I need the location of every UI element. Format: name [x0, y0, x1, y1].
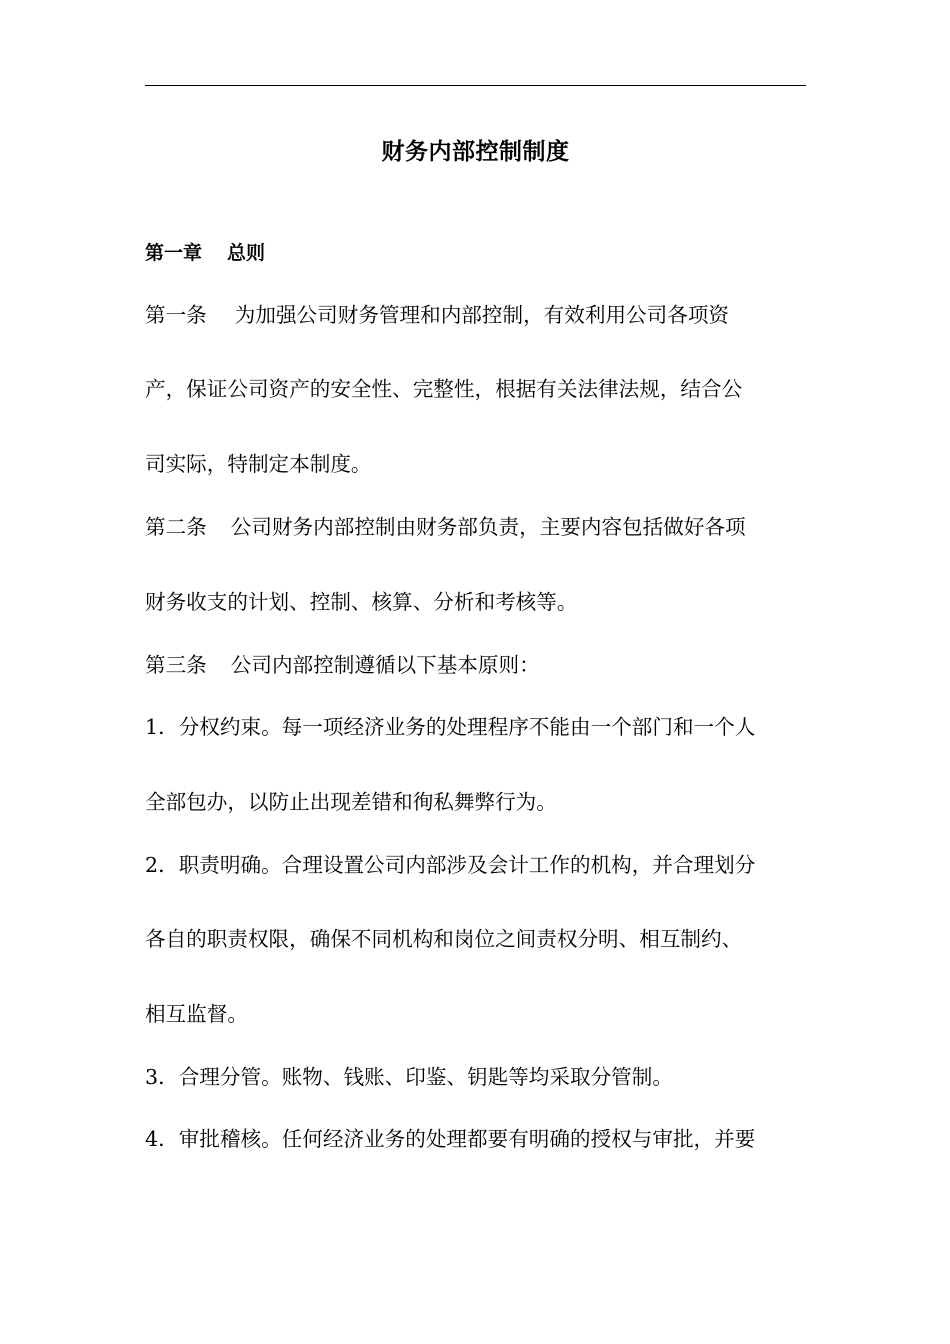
chapter-name: 总则 — [227, 242, 266, 264]
article-3-line-1 — [145, 647, 810, 683]
article-2-line-2: 财务收支的计划、控制、核算、分析和考核等。 — [145, 590, 578, 614]
article-2-label: 第二条 — [145, 515, 207, 539]
article-3-text: 公司内部控制遵循以下基本原则： — [230, 653, 540, 677]
article-2-text: 公司财务内部控制由财务部负责，主要内容包括做好各项 — [230, 515, 746, 539]
article-1-line-1 — [145, 297, 810, 333]
article-1-line-3: 司实际，特制定本制度。 — [145, 452, 372, 476]
article-3-label: 第三条 — [145, 653, 207, 677]
article-1-label: 第一条 — [145, 303, 207, 327]
principle-2-line-1: 2．职责明确。合理设置公司内部涉及会计工作的机构，并合理划分 — [145, 853, 756, 877]
article-2-line-1 — [145, 509, 810, 545]
principle-4-line-1: 4．审批稽核。任何经济业务的处理都要有明确的授权与审批，并要 — [145, 1127, 756, 1151]
principle-1-line-2: 全部包办，以防止出现差错和徇私舞弊行为。 — [145, 790, 557, 814]
header-rule — [145, 85, 806, 86]
document-title: 财务内部控制制度 — [381, 139, 570, 165]
principle-3-line-1: 3．合理分管。账物、钱账、印鉴、钥匙等均采取分管制。 — [145, 1065, 673, 1089]
principle-2-line-2: 各自的职责权限，确保不同机构和岗位之间责权分明、相互制约、 — [145, 927, 743, 951]
article-1-text: 为加强公司财务管理和内部控制，有效利用公司各项资 — [234, 303, 730, 327]
chapter-number: 第一章 — [145, 242, 203, 264]
principle-1-line-1: 1．分权约束。每一项经济业务的处理程序不能由一个部门和一个人 — [145, 715, 756, 739]
chapter-heading — [145, 235, 810, 271]
article-1-line-2: 产，保证公司资产的安全性、完整性，根据有关法律法规，结合公 — [145, 377, 743, 401]
principle-2-line-3: 相互监督。 — [145, 1002, 248, 1026]
